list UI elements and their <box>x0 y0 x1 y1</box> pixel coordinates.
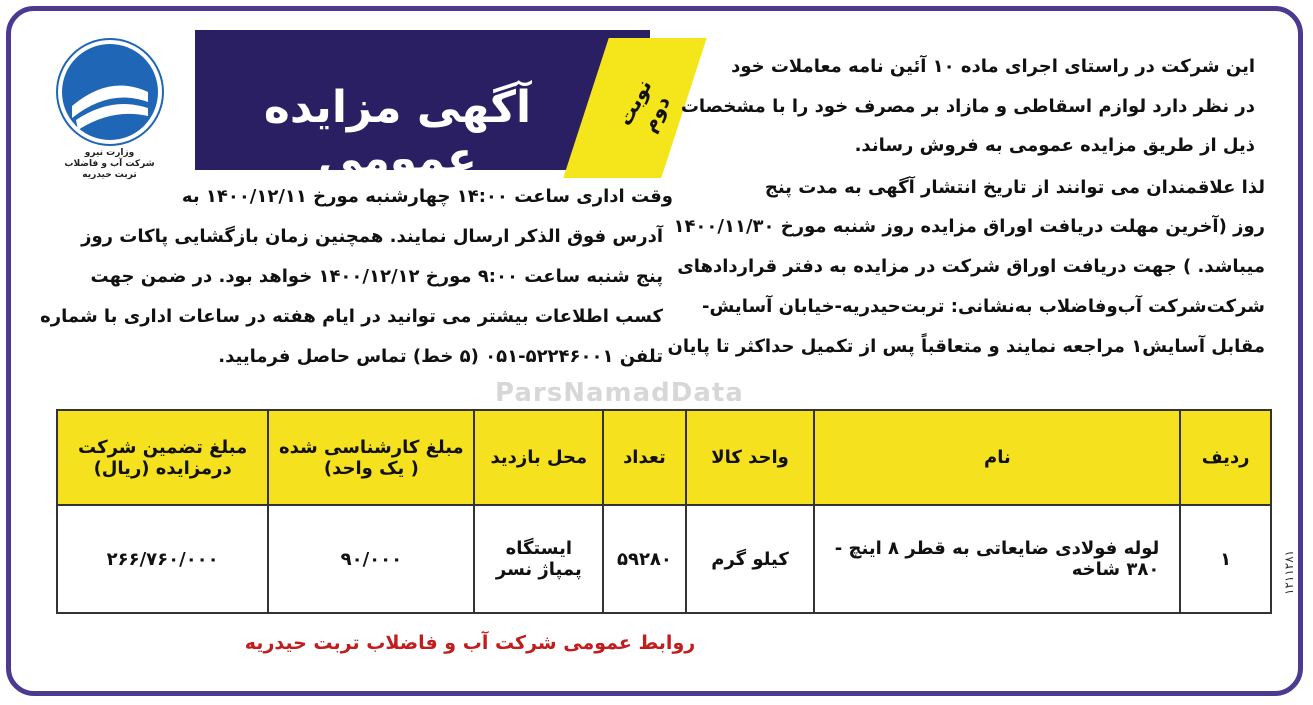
header-quantity: تعداد <box>603 410 685 505</box>
company-logo <box>47 40 172 190</box>
header-name: نام <box>814 410 1180 505</box>
header-row-no: ردیف <box>1180 410 1271 505</box>
header-visit-location: محل بازدید <box>474 410 603 505</box>
right-line-3: میباشد. ) جهت دریافت اوراق شرکت در مزایده به دفتر قراردادهای <box>677 256 1265 277</box>
table-header-row <box>57 410 1271 505</box>
intro-line-2: در نظر دارد لوازم اسقاطی و مازاد بر مصرف خود را با مشخصات <box>680 96 1255 117</box>
right-line-1: لذا علاقمندان می توانند از تاریخ انتشار آگهی به مدت پنج <box>764 177 1265 198</box>
right-line-5: مقابل آسایش۱ مراجعه نمایند و متعاقباً پس از تکمیل حداکثر تا پایان <box>667 336 1265 357</box>
cell-unit: کیلو گرم <box>686 505 815 613</box>
cell-guarantee: ۲۶۶/۷۶۰/۰۰۰ <box>57 505 268 613</box>
left-line-5: تلفن ۵۲۲۴۶۰۰۱-۰۵۱ (۵ خط) تماس حاصل فرمایید. <box>218 346 663 367</box>
auction-table <box>56 409 1272 614</box>
notice-title: آگهی مزایده عمومی <box>263 82 532 184</box>
public-relations-signature: روابط عمومی شرکت آب و فاضلاب تربت حیدریه <box>244 632 696 654</box>
left-line-3: پنج شنبه ساعت ۹:۰۰ مورخ ۱۴۰۰/۱۲/۱۲ خواهد بود. در ضمن جهت <box>90 266 663 287</box>
logo-line-2: شرکت آب و فاضلاب <box>64 159 155 169</box>
round-badge-label: نوبت دوم <box>612 75 675 136</box>
water-drop-icon <box>58 40 162 144</box>
header-guarantee: مبلغ تضمین شرکت درمزایده (ریال) <box>57 410 268 505</box>
right-line-2: روز (آخرین مهلت دریافت اوراق مزایده روز شنبه مورخ ۱۴۰۰/۱۱/۳۰ <box>673 216 1265 237</box>
side-reference-number: ۱۲۱۱۲۸۱ <box>1282 549 1296 595</box>
left-line-4: کسب اطلاعات بیشتر می توانید در ایام هفته در ساعات اداری با شماره <box>40 306 663 327</box>
intro-line-3: ذیل از طریق مزایده عمومی به فروش رساند. <box>854 135 1255 156</box>
cell-row-no: ۱ <box>1180 505 1271 613</box>
left-line-1: وقت اداری ساعت ۱۴:۰۰ چهارشنبه مورخ ۱۴۰۰/۱۲/۱۱ به <box>181 186 673 207</box>
right-line-4: شرکت‌شرکت آب‌وفاضلاب به‌نشانی: تربت‌حیدریه-خیابان آسایش- <box>702 296 1265 317</box>
cell-visit-location: ایستگاه پمپاژ نسر <box>474 505 603 613</box>
cell-name: لوله فولادی ضایعاتی به قطر ۸ اینچ - ۳۸۰ شاخه <box>814 505 1180 613</box>
cell-expert-price: ۹۰/۰۰۰ <box>268 505 474 613</box>
table-row <box>57 505 1271 613</box>
header-expert-price: مبلغ کارشناسی شده ( یک واحد) <box>268 410 474 505</box>
intro-line-1: این شرکت در راستای اجرای ماده ۱۰ آئین نامه معاملات خود <box>731 56 1255 77</box>
logo-line-1: وزارت نیرو <box>84 148 135 158</box>
cell-quantity: ۵۹۲۸۰ <box>603 505 685 613</box>
logo-line-3: تربت حیدریه <box>82 170 137 180</box>
watermark: ParsNamadData <box>495 378 744 408</box>
header-unit: واحد کالا <box>686 410 815 505</box>
left-line-2: آدرس فوق الذکر ارسال نمایند. همچنین زمان بازگشایی پاکات روز <box>81 226 663 247</box>
